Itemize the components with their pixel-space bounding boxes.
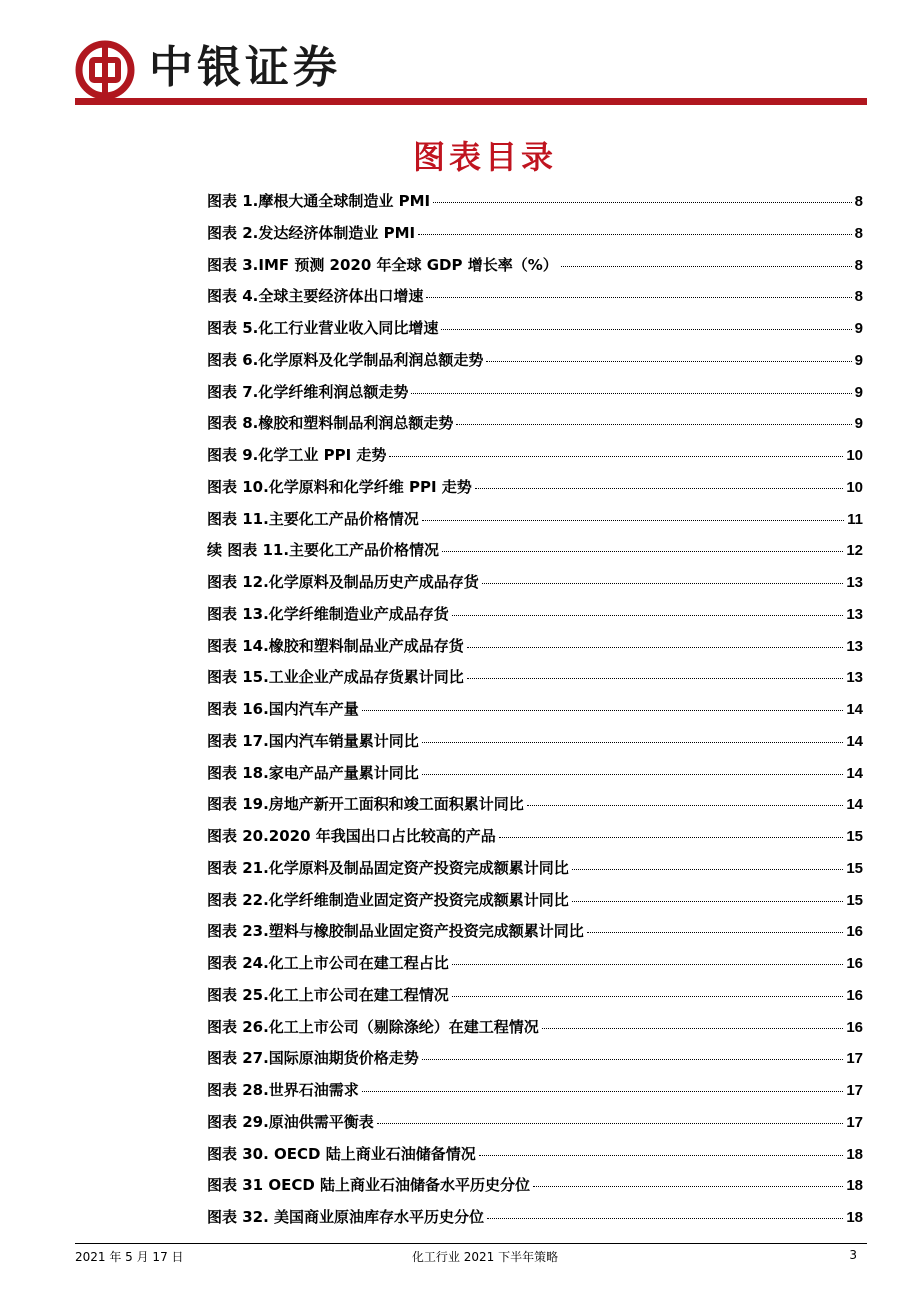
toc-dot-leader: [377, 1123, 844, 1124]
page-header: [75, 36, 867, 106]
toc-dot-leader: [467, 678, 844, 679]
toc-dot-leader: [452, 996, 844, 997]
toc-entry-page: 13: [846, 605, 863, 623]
toc-entry-label: 图表 14.橡胶和塑料制品业产成品存货: [207, 636, 464, 655]
toc-entry-label: 图表 27.国际原油期货价格走势: [207, 1049, 419, 1068]
toc-entry-page: 15: [846, 891, 863, 909]
toc-entry-label: 图表 24.化工上市公司在建工程占比: [207, 954, 449, 972]
toc-entry[interactable]: [207, 317, 863, 349]
toc-entry[interactable]: [207, 349, 863, 381]
toc-entry-label: 图表 22.化学纤维制造业固定资产投资完成额累计同比: [207, 890, 569, 909]
toc-entry-page: 14: [846, 796, 863, 814]
toc-entry[interactable]: [207, 1111, 863, 1143]
toc-dot-leader: [572, 901, 844, 902]
toc-entry-page: 18: [846, 1145, 863, 1163]
toc-dot-leader: [441, 329, 851, 330]
toc-dot-leader: [442, 551, 843, 552]
header-rule: [75, 98, 867, 105]
toc-dot-leader: [422, 520, 844, 521]
toc-dot-leader: [542, 1028, 844, 1029]
toc-entry[interactable]: [207, 412, 863, 444]
toc-dot-leader: [499, 837, 844, 838]
toc-dot-leader: [452, 964, 844, 965]
toc-dot-leader: [418, 234, 852, 235]
toc-entry[interactable]: [207, 190, 863, 222]
toc-entry[interactable]: [207, 444, 863, 476]
toc-entry[interactable]: [207, 889, 863, 921]
toc-dot-leader: [456, 424, 851, 425]
toc-dot-leader: [527, 805, 844, 806]
toc-entry-label: 图表 21.化学原料及制品固定资产投资完成额累计同比: [207, 858, 569, 877]
toc-dot-leader: [389, 456, 843, 457]
toc-entry[interactable]: [207, 1206, 863, 1238]
toc-entry-page: 8: [854, 224, 863, 242]
toc-entry-page: 18: [846, 1177, 863, 1195]
toc-entry-label: 图表 12.化学原料及制品历史产成品存货: [207, 573, 479, 591]
toc-entry[interactable]: [207, 666, 863, 698]
toc-entry[interactable]: [207, 952, 863, 984]
toc-entry[interactable]: [207, 508, 863, 540]
footer-report-name: 化工行业 2021 下半年策略: [411, 1250, 559, 1264]
toc-entry-page: 17: [846, 1113, 863, 1131]
toc-entry-label: 图表 15.工业企业产成品存货累计同比: [207, 668, 464, 687]
toc-entry-page: 10: [846, 478, 863, 496]
toc-entry-label: 图表 13.化学纤维制造业产成品存货: [207, 604, 449, 623]
toc-entry-label: 图表 19.房地产新开工面积和竣工面积累计同比: [207, 795, 524, 814]
toc-entry[interactable]: [207, 762, 863, 794]
toc-dot-leader: [479, 1155, 844, 1156]
toc-entry[interactable]: [207, 920, 863, 952]
footer-date: 2021 年 5 月 17 日: [75, 1250, 184, 1264]
toc-dot-leader: [422, 742, 844, 743]
toc-entry-page: 12: [846, 542, 863, 560]
toc-entry-label: 图表 26.化工上市公司（剔除涤纶）在建工程情况: [207, 1017, 539, 1036]
toc-entry-label: 图表 28.世界石油需求: [207, 1081, 359, 1099]
toc-dot-leader: [487, 1218, 843, 1219]
toc-entry-page: 11: [847, 510, 863, 528]
toc-entry[interactable]: [207, 825, 863, 857]
toc-entry-label: 图表 32. 美国商业原油库存水平历史分位: [207, 1208, 485, 1226]
bank-of-china-logo-icon: [75, 40, 135, 100]
toc-dot-leader: [587, 932, 844, 933]
toc-entry-page: 13: [846, 669, 863, 687]
toc-entry-page: 14: [846, 701, 863, 718]
toc-entry[interactable]: [207, 1143, 863, 1175]
toc-entry-page: 17: [846, 1050, 863, 1068]
toc-entry-label: 图表 31 OECD 陆上商业石油储备水平历史分位: [207, 1176, 530, 1195]
page-title: 图表目录: [412, 138, 557, 176]
toc-entry-label: 图表 23.塑料与橡胶制品业固定资产投资完成额累计同比: [207, 922, 584, 941]
toc-entry-page: 15: [846, 828, 863, 845]
toc-entry-page: 8: [854, 256, 863, 274]
toc-entry-page: 14: [846, 732, 863, 750]
toc-entry-page: 18: [846, 1209, 863, 1226]
brand-name: 中银证券: [149, 42, 341, 93]
footer-rule: [75, 1243, 867, 1244]
toc-entry-label: 图表 18.家电产品产量累计同比: [207, 763, 419, 782]
toc-dot-leader: [572, 869, 844, 870]
toc-dot-leader: [452, 615, 844, 616]
toc-entry-page: 14: [846, 764, 863, 782]
toc-entry[interactable]: [207, 1047, 863, 1079]
toc-entry-page: 15: [846, 859, 863, 877]
toc-entry-page: 8: [854, 193, 863, 210]
toc-entry-label: 图表 2.发达经济体制造业 PMI: [207, 223, 416, 242]
toc-entry[interactable]: [207, 285, 863, 317]
toc-dot-leader: [433, 202, 852, 203]
toc-entry-label: 图表 6.化学原料及化学制品利润总额走势: [207, 350, 484, 369]
toc-entry-page: 10: [846, 447, 863, 464]
toc-dot-leader: [561, 266, 852, 267]
toc-entry-label: 图表 25.化工上市公司在建工程情况: [207, 985, 449, 1004]
toc-entry[interactable]: [207, 571, 863, 603]
toc-entry[interactable]: [207, 1174, 863, 1206]
toc-entry-page: 8: [854, 288, 863, 306]
toc-entry[interactable]: [207, 698, 863, 730]
toc-dot-leader: [426, 297, 851, 298]
toc-dot-leader: [482, 583, 844, 584]
toc-entry-label: 图表 29.原油供需平衡表: [207, 1112, 374, 1131]
toc-dot-leader: [411, 393, 851, 394]
toc-entry-page: 16: [846, 1018, 863, 1036]
toc-dot-leader: [467, 647, 844, 648]
toc-entry[interactable]: [207, 539, 863, 571]
toc-entry-page: 16: [846, 986, 863, 1004]
toc-entry-label: 图表 20.2020 年我国出口占比较高的产品: [207, 827, 496, 845]
toc-dot-leader: [362, 1091, 844, 1092]
toc-entry-label: 图表 7.化学纤维利润总额走势: [207, 382, 409, 401]
toc-entry-label: 图表 11.主要化工产品价格情况: [207, 509, 419, 528]
toc-entry[interactable]: [207, 730, 863, 762]
toc-entry-page: 17: [846, 1082, 863, 1099]
toc-dot-leader: [475, 488, 844, 489]
toc-entry-page: 9: [854, 351, 863, 369]
toc-entry-page: 9: [854, 415, 863, 433]
toc-entry[interactable]: [207, 793, 863, 825]
toc-entry-page: 16: [846, 955, 863, 972]
toc-entry-label: 图表 9.化学工业 PPI 走势: [207, 446, 387, 464]
toc-entry-label: 图表 5.化工行业营业收入同比增速: [207, 319, 439, 337]
toc-entry[interactable]: [207, 635, 863, 667]
toc-entry-label: 图表 1.摩根大通全球制造业 PMI: [207, 192, 431, 210]
toc-entry-label: 续 图表 11.主要化工产品价格情况: [207, 541, 440, 560]
toc-entry[interactable]: [207, 1016, 863, 1048]
toc-entry[interactable]: [207, 381, 863, 413]
toc-entry-label: 图表 17.国内汽车销量累计同比: [207, 731, 419, 750]
toc-entry-label: 图表 3.IMF 预测 2020 年全球 GDP 增长率（%）: [207, 255, 558, 274]
toc-entry[interactable]: [207, 476, 863, 508]
toc-entry-page: 9: [854, 320, 863, 337]
toc-dot-leader: [362, 710, 844, 711]
toc-entry-label: 图表 16.国内汽车产量: [207, 700, 359, 718]
toc-entry[interactable]: [207, 222, 863, 254]
toc-entry-page: 13: [846, 637, 863, 655]
toc-entry-page: 13: [846, 574, 863, 591]
toc-entry-label: 图表 30. OECD 陆上商业石油储备情况: [207, 1144, 476, 1163]
toc-entry-page: 16: [846, 923, 863, 941]
toc-entry-label: 图表 10.化学原料和化学纤维 PPI 走势: [207, 477, 472, 496]
toc-entry[interactable]: [207, 984, 863, 1016]
toc-entry-label: 图表 8.橡胶和塑料制品利润总额走势: [207, 414, 454, 433]
toc-dot-leader: [422, 1059, 844, 1060]
toc-entry[interactable]: [207, 603, 863, 635]
toc-entry[interactable]: [207, 1079, 863, 1111]
toc-dot-leader: [486, 361, 851, 362]
toc-dot-leader: [422, 774, 844, 775]
toc-entry-page: 9: [854, 383, 863, 401]
table-of-figures: [207, 190, 863, 1238]
toc-entry[interactable]: [207, 254, 863, 286]
toc-entry-label: 图表 4.全球主要经济体出口增速: [207, 287, 424, 306]
footer-page-number: 3: [849, 1248, 857, 1262]
toc-dot-leader: [533, 1186, 843, 1187]
toc-entry[interactable]: [207, 857, 863, 889]
